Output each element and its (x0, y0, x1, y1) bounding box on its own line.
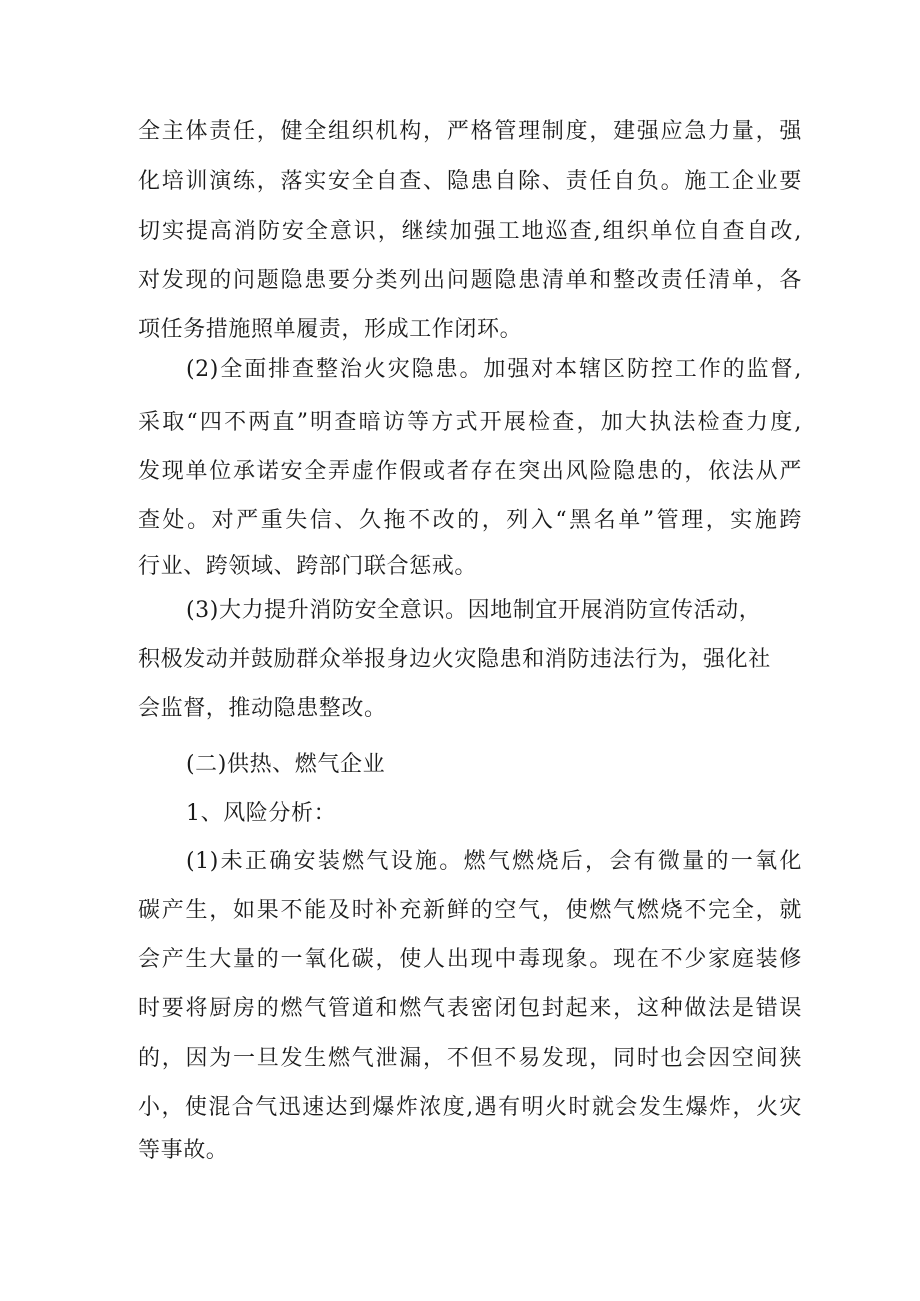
section-heading: (二)供热、燃气企业 (186, 752, 386, 777)
text-line: 积极发动并鼓励群众举报身边火灾隐患和消防违法行为，强化社 (138, 647, 771, 672)
text-line: 行业、跨领域、跨部门联合惩戒。 (138, 554, 478, 579)
text-line: 会监督，推动隐患整改。 (138, 696, 387, 721)
text-line: 时要将厨房的燃气管道和燃气表密闭包封起来，这种做法是错误 (138, 996, 802, 1021)
text-line: 化培训演练，落实安全自查、隐患自除、责任自负。施工企业要 (138, 169, 802, 194)
text-line: 等事故。 (138, 1138, 229, 1163)
text-line: 项任务措施照单履责，形成工作闭环。 (138, 317, 523, 342)
text-line: 碳产生，如果不能及时补充新鲜的空气，使燃气燃烧不完全，就 (138, 898, 802, 923)
text-line: 采取“四不两直”明查暗访等方式开展检查，加大执法检查力度, (138, 410, 802, 435)
paragraph-3-start: (3)大力提升消防安全意识。因地制宜开展消防宣传活动， (186, 598, 762, 623)
subsection-heading: 1、风险分析： (186, 801, 337, 826)
text-line: 小，使混合气迅速达到爆炸浓度,遇有明火时就会发生爆炸，火灾 (138, 1095, 802, 1120)
text-line: 查处。对严重失信、久拖不改的，列入“黑名单”管理，实施跨 (138, 508, 802, 533)
paragraph-4-start: (1)未正确安装燃气设施。燃气燃烧后，会有微量的一氧化 (186, 849, 802, 874)
paragraph-2-start: (2)全面排查整治火灾隐患。加强对本辖区防控工作的监督, (186, 357, 802, 382)
text-line: 切实提高消防安全意识，继续加强工地巡查,组织单位自查自改, (138, 219, 802, 244)
text-line: 会产生大量的一氧化碳，使人出现中毒现象。现在不少家庭装修 (138, 947, 802, 972)
text-line: 的，因为一旦发生燃气泄漏，不但不易发现，同时也会因空间狭 (138, 1046, 802, 1071)
text-line: 全主体责任，健全组织机构，严格管理制度，建强应急力量，强 (138, 119, 802, 144)
text-line: 对发现的问题隐患要分类列出问题隐患清单和整改责任清单，各 (138, 268, 802, 293)
text-line: 发现单位承诺安全弄虚作假或者存在突出风险隐患的，依法从严 (138, 459, 802, 484)
